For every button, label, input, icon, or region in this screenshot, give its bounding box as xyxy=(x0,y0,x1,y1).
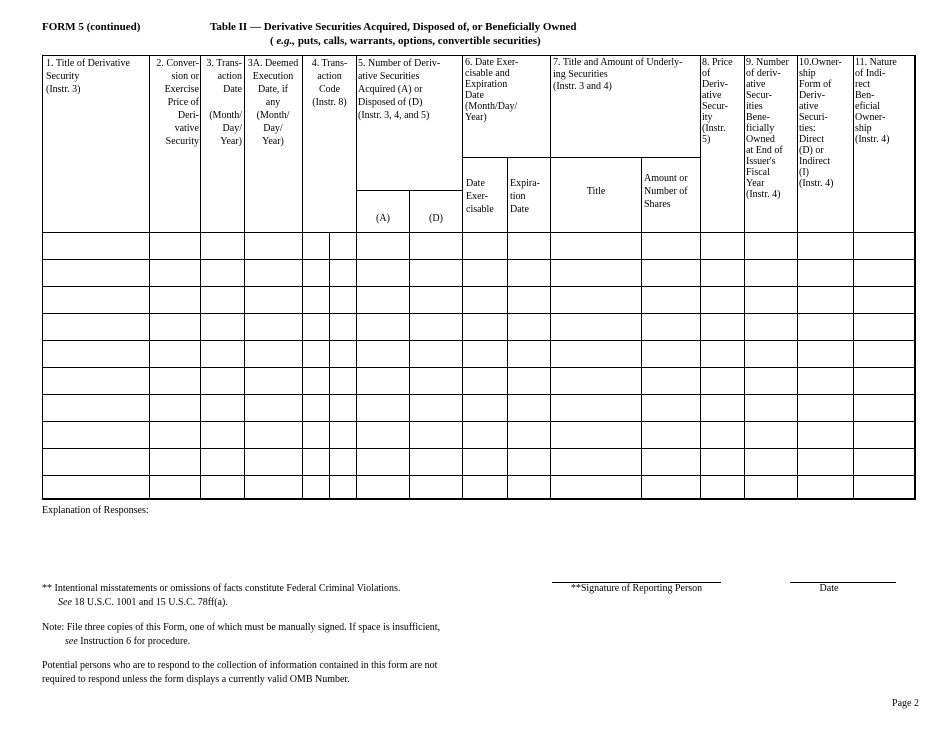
subheader-line xyxy=(462,157,700,158)
subcol-divider xyxy=(329,232,330,500)
col4-header: 4. Trans- action Code (Instr. 8) xyxy=(311,58,348,108)
col9-header: 9. Number of deriv- ative Secur- ities Bene- ficially Owned at End of Issuer's Fiscal Year (Instr. 4) xyxy=(746,57,789,200)
row-line xyxy=(42,421,916,422)
row-line xyxy=(42,475,916,476)
table-title: Table II — Derivative Securities Acquired, Disposed of, or Beneficially Owned xyxy=(210,21,577,33)
col7-amount-header: Amount or Number of Shares xyxy=(644,173,688,210)
filing-note xyxy=(42,621,440,649)
explanation-label: Explanation of Responses: xyxy=(42,505,149,516)
col-divider xyxy=(550,55,551,500)
row-line xyxy=(42,313,916,314)
col3-header: 3. Trans- action Date (Month/ Day/ Year) xyxy=(206,58,242,147)
col-divider xyxy=(853,55,854,500)
col-divider xyxy=(744,55,745,500)
col8-header: 8. Price of Deriv- ative Secur- ity (Instr. 5) xyxy=(702,57,733,145)
note-line1: Note: File three copies of this Form, one of which must be manually signed. If space is insufficient, xyxy=(42,622,441,633)
page-number: Page 2 xyxy=(892,698,919,709)
col5-disposed-header: (D) xyxy=(429,213,443,224)
col1-header: 1. Title of Derivative Security (Instr. 3) xyxy=(46,58,130,95)
note-instruction: Instruction 6 for procedure. xyxy=(77,636,191,647)
form-label: FORM 5 (continued) xyxy=(42,21,141,33)
omb-line2: required to respond unless the form displays a currently valid OMB Number. xyxy=(42,674,350,685)
col10-header: 10.Owner- ship Form of Deriv- ative Securi- ties: Direct (D) or Indirect (I) (Instr. 4) xyxy=(799,57,842,189)
col-divider xyxy=(700,55,701,500)
col11-header: 11. Nature of Indi- rect Ben- eficial Owner- ship (Instr. 4) xyxy=(855,57,897,145)
col6-exercisable-header: Date Exer- cisable xyxy=(466,178,494,215)
col7-title-header: Title xyxy=(586,186,606,197)
col-divider xyxy=(797,55,798,500)
header-bottom-line xyxy=(42,232,916,233)
misstatement-line2 xyxy=(42,596,400,610)
signature-label: **Signature of Reporting Person xyxy=(570,583,703,594)
misstatement-line1: ** Intentional misstatements or omissions of facts constitute Federal Criminal Violations. xyxy=(42,583,401,594)
col5-header: 5. Number of Deriv- ative Securities Acquired (A) or Disposed of (D) (Instr. 3, 4, and 5) xyxy=(358,58,441,121)
col3a-header: 3A. Deemed Execution Date, if any (Month/ Day/ Year) xyxy=(247,58,299,147)
col-divider xyxy=(356,55,357,500)
omb-line1: Potential persons who are to respond to the collection of information contained in this form are not xyxy=(42,660,438,671)
subheader-line xyxy=(356,190,462,191)
misstatement-see: See xyxy=(58,597,72,608)
note-see: see xyxy=(65,636,78,647)
col2-header: 2. Conver- sion or Exercise Price of Deri- vative Security xyxy=(156,58,199,147)
col6-expiration-header: Expira- tion Date xyxy=(510,178,540,215)
table-subtitle xyxy=(270,35,541,47)
col-divider xyxy=(302,55,303,500)
col-divider xyxy=(462,55,463,500)
row-line xyxy=(42,340,916,341)
date-label: Date xyxy=(819,583,839,594)
subcol-divider xyxy=(409,190,410,500)
col5-acquired-header: (A) xyxy=(376,213,390,224)
col7-header: 7. Title and Amount of Underly- ing Securities (Instr. 3 and 4) xyxy=(553,57,683,92)
misstatement-citation: 18 U.S.C. 1001 and 15 U.S.C. 78ff(a). xyxy=(71,597,228,608)
note-line2 xyxy=(42,635,440,649)
subtitle-rest: puts, calls, warrants, options, convertible securities) xyxy=(295,35,541,47)
row-line xyxy=(42,367,916,368)
row-line xyxy=(42,286,916,287)
subtitle-prefix: ( xyxy=(270,35,277,47)
subtitle-eg: e.g., xyxy=(276,35,296,47)
row-line xyxy=(42,394,916,395)
row-line xyxy=(42,259,916,260)
misstatement-notice xyxy=(42,582,400,610)
omb-notice xyxy=(42,659,437,687)
col6-header: 6. Date Exer- cisable and Expiration Date (Month/Day/ Year) xyxy=(465,57,519,123)
row-line xyxy=(42,448,916,449)
